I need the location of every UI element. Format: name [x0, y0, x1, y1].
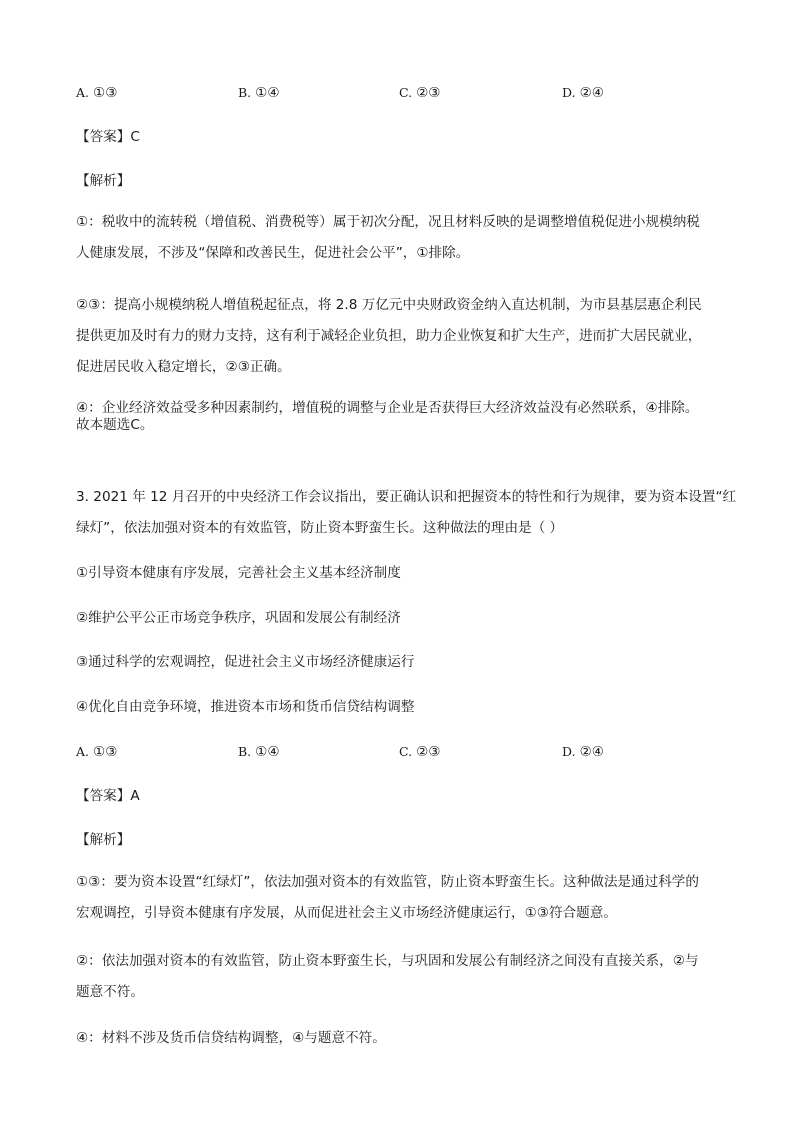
q2-option-b	[238, 83, 280, 103]
option-letter: D.	[562, 85, 576, 100]
q3-statement-3: ③通过科学的宏观调控，促进社会主义市场经济健康运行	[76, 654, 415, 670]
option-letter: B.	[238, 85, 252, 100]
q3-option-d	[562, 742, 604, 762]
q3-option-c	[399, 742, 440, 762]
q3-analysis-label: 【解析】	[76, 832, 131, 848]
text-line: 3. 2021 年 12 月召开的中央经济工作会议指出，要正确认识和把握资本的特性和行为规律，要为资本设置“红	[76, 489, 737, 505]
text-line: ④：企业经济效益受多种因素制约，增值税的调整与企业是否获得巨大经济效益没有必然联系，④排除。	[76, 400, 699, 416]
option-letter: D.	[562, 744, 576, 759]
option-letter: A.	[76, 744, 90, 759]
option-text: ②④	[579, 744, 604, 760]
q3-statement-2: ②维护公平公正市场竞争秩序，巩固和发展公有制经济	[76, 610, 401, 626]
option-text: ①④	[255, 744, 280, 760]
option-letter: C.	[399, 85, 413, 100]
option-text: ①④	[255, 85, 280, 101]
option-text: ①③	[93, 85, 118, 101]
text-line: 宏观调控，引导资本健康有序发展，从而促进社会主义市场经济健康运行，①③符合题意。	[76, 905, 617, 921]
q2-answer: 【答案】C	[76, 129, 140, 145]
text-line: 人健康发展，不涉及“保障和改善民生，促进社会公平”，①排除。	[76, 245, 470, 261]
q2-option-a	[76, 83, 117, 103]
text-line: 题意不符。	[76, 984, 144, 1000]
q2-option-c	[399, 83, 440, 103]
q3-options	[76, 742, 736, 762]
text-line: ②③：提高小规模纳税人增值税起征点，将 2.8 万亿元中央财政资金纳入直达机制，为市县基层惠企利民	[76, 297, 702, 313]
q2-options	[76, 83, 736, 103]
text-line: 提供更加及时有力的财力支持，这有利于减轻企业负担，助力企业恢复和扩大生产，进而扩大居民就业，	[76, 328, 702, 344]
q3-analysis-para-2	[76, 946, 736, 1008]
q3-analysis-para-3: ④：材料不涉及货币信贷结构调整，④与题意不符。	[76, 1030, 386, 1046]
q2-analysis-label: 【解析】	[76, 173, 131, 189]
q3-analysis-para-1	[76, 867, 736, 929]
q2-analysis-para-2	[76, 290, 736, 383]
text-line: ①：税收中的流转税（增值税、消费税等）属于初次分配，况且材料反映的是调整增值税促进小规模纳税	[76, 214, 700, 230]
text-line: 促进居民收入稳定增长，②③正确。	[76, 359, 291, 375]
q2-conclusion: 故本题选C。	[76, 417, 154, 433]
q3-stem	[76, 482, 736, 544]
text-line: 绿灯”，依法加强对资本的有效监管，防止资本野蛮生长。这种做法的理由是（ ）	[76, 520, 564, 536]
q3-statement-4: ④优化自由竞争环境，推进资本市场和货币信贷结构调整	[76, 699, 415, 715]
text-line: ②：依法加强对资本的有效监管，防止资本野蛮生长，与巩固和发展公有制经济之间没有直接关系，②与	[76, 953, 699, 969]
option-letter: B.	[238, 744, 252, 759]
q2-analysis-para-1	[76, 207, 736, 269]
q3-answer: 【答案】A	[76, 788, 140, 804]
option-letter: C.	[399, 744, 413, 759]
q3-option-b	[238, 742, 280, 762]
option-text: ②③	[416, 85, 441, 101]
option-text: ①③	[93, 744, 118, 760]
q2-option-d	[562, 83, 604, 103]
option-text: ②③	[416, 744, 441, 760]
q3-statement-1: ①引导资本健康有序发展，完善社会主义基本经济制度	[76, 565, 401, 581]
option-letter: A.	[76, 85, 90, 100]
text-line: ①③：要为资本设置“红绿灯”，依法加强对资本的有效监管，防止资本野蛮生长。这种做法是通过科学的	[76, 874, 699, 890]
option-text: ②④	[579, 85, 604, 101]
q3-option-a	[76, 742, 117, 762]
